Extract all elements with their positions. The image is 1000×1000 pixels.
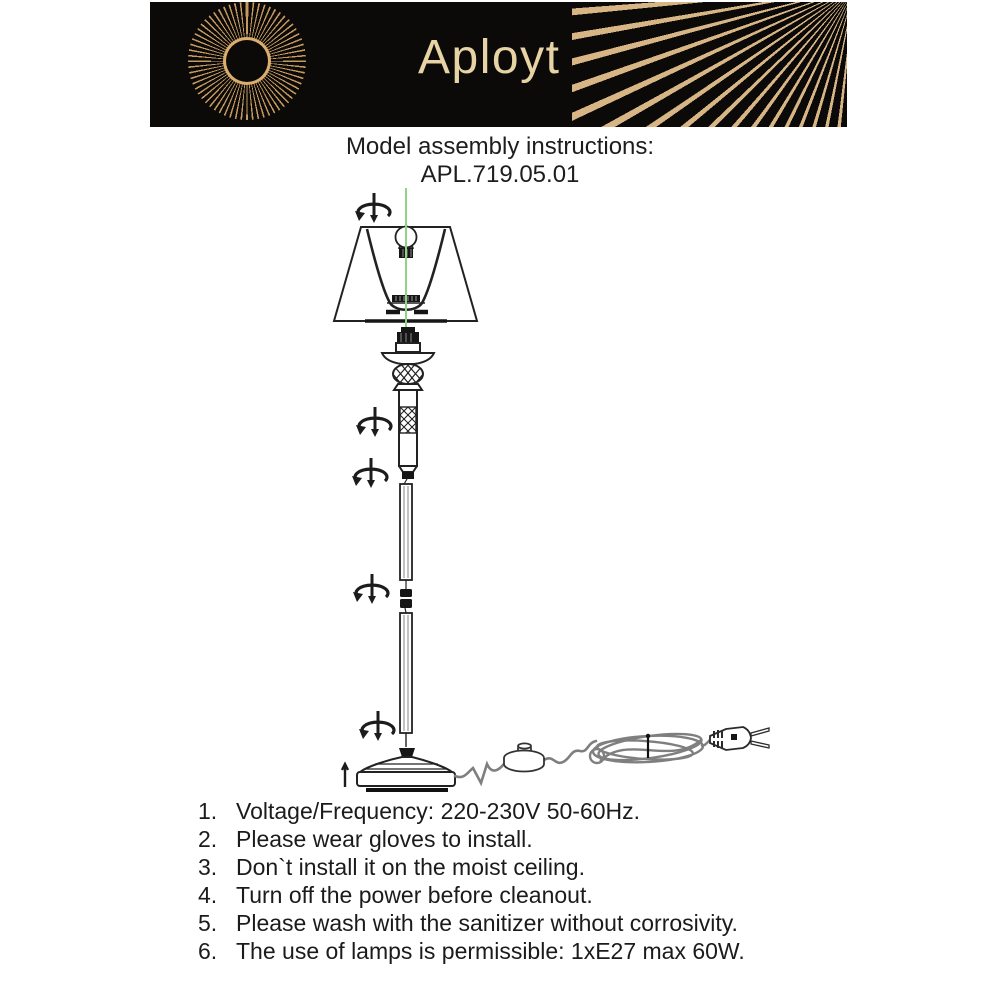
power-cord — [455, 764, 504, 783]
model-number: APL.719.05.01 — [420, 161, 580, 188]
item-text: Turn off the power before cleanout. — [236, 882, 593, 908]
cord-coil — [590, 729, 710, 765]
pole-connector — [400, 580, 412, 613]
up-arrow-mark — [342, 764, 348, 787]
power-cord-2 — [544, 741, 596, 763]
page-title: Model assembly instructions: — [345, 133, 655, 160]
item-number: 3. — [198, 854, 218, 880]
list-item — [198, 937, 878, 965]
list-item — [198, 797, 878, 825]
list-item — [198, 853, 878, 881]
socket-assembly — [382, 327, 434, 484]
list-item — [198, 909, 878, 937]
item-number: 1. — [198, 798, 218, 824]
item-text: Don`t install it on the moist ceiling. — [236, 854, 585, 880]
rotation-arrow-icon — [359, 711, 394, 741]
item-number: 4. — [198, 882, 218, 908]
item-number: 5. — [198, 910, 218, 936]
item-text: Please wear gloves to install. — [236, 826, 533, 852]
foot-switch — [504, 743, 544, 771]
item-number: 6. — [198, 938, 218, 964]
instruction-list — [198, 797, 878, 965]
pole-tube-1 — [400, 484, 412, 580]
item-text: Voltage/Frequency: 220-230V 50-60Hz. — [236, 798, 641, 824]
rotation-arrow-icon — [352, 458, 387, 488]
brand-name: Aployt — [418, 31, 561, 84]
lamp-base — [357, 748, 455, 790]
list-item — [198, 825, 878, 853]
list-item — [198, 881, 878, 909]
rotation-arrow-icon — [356, 407, 391, 437]
item-text: The use of lamps is permissible: 1xE27 max 60W. — [236, 938, 745, 964]
rotation-arrow-icon — [355, 193, 390, 223]
power-plug — [710, 727, 769, 750]
pole-tube-2 — [400, 613, 412, 747]
item-number: 2. — [198, 826, 218, 852]
rotation-arrow-icon — [353, 574, 388, 604]
item-text: Please wash with the sanitizer without corrosivity. — [236, 910, 738, 936]
